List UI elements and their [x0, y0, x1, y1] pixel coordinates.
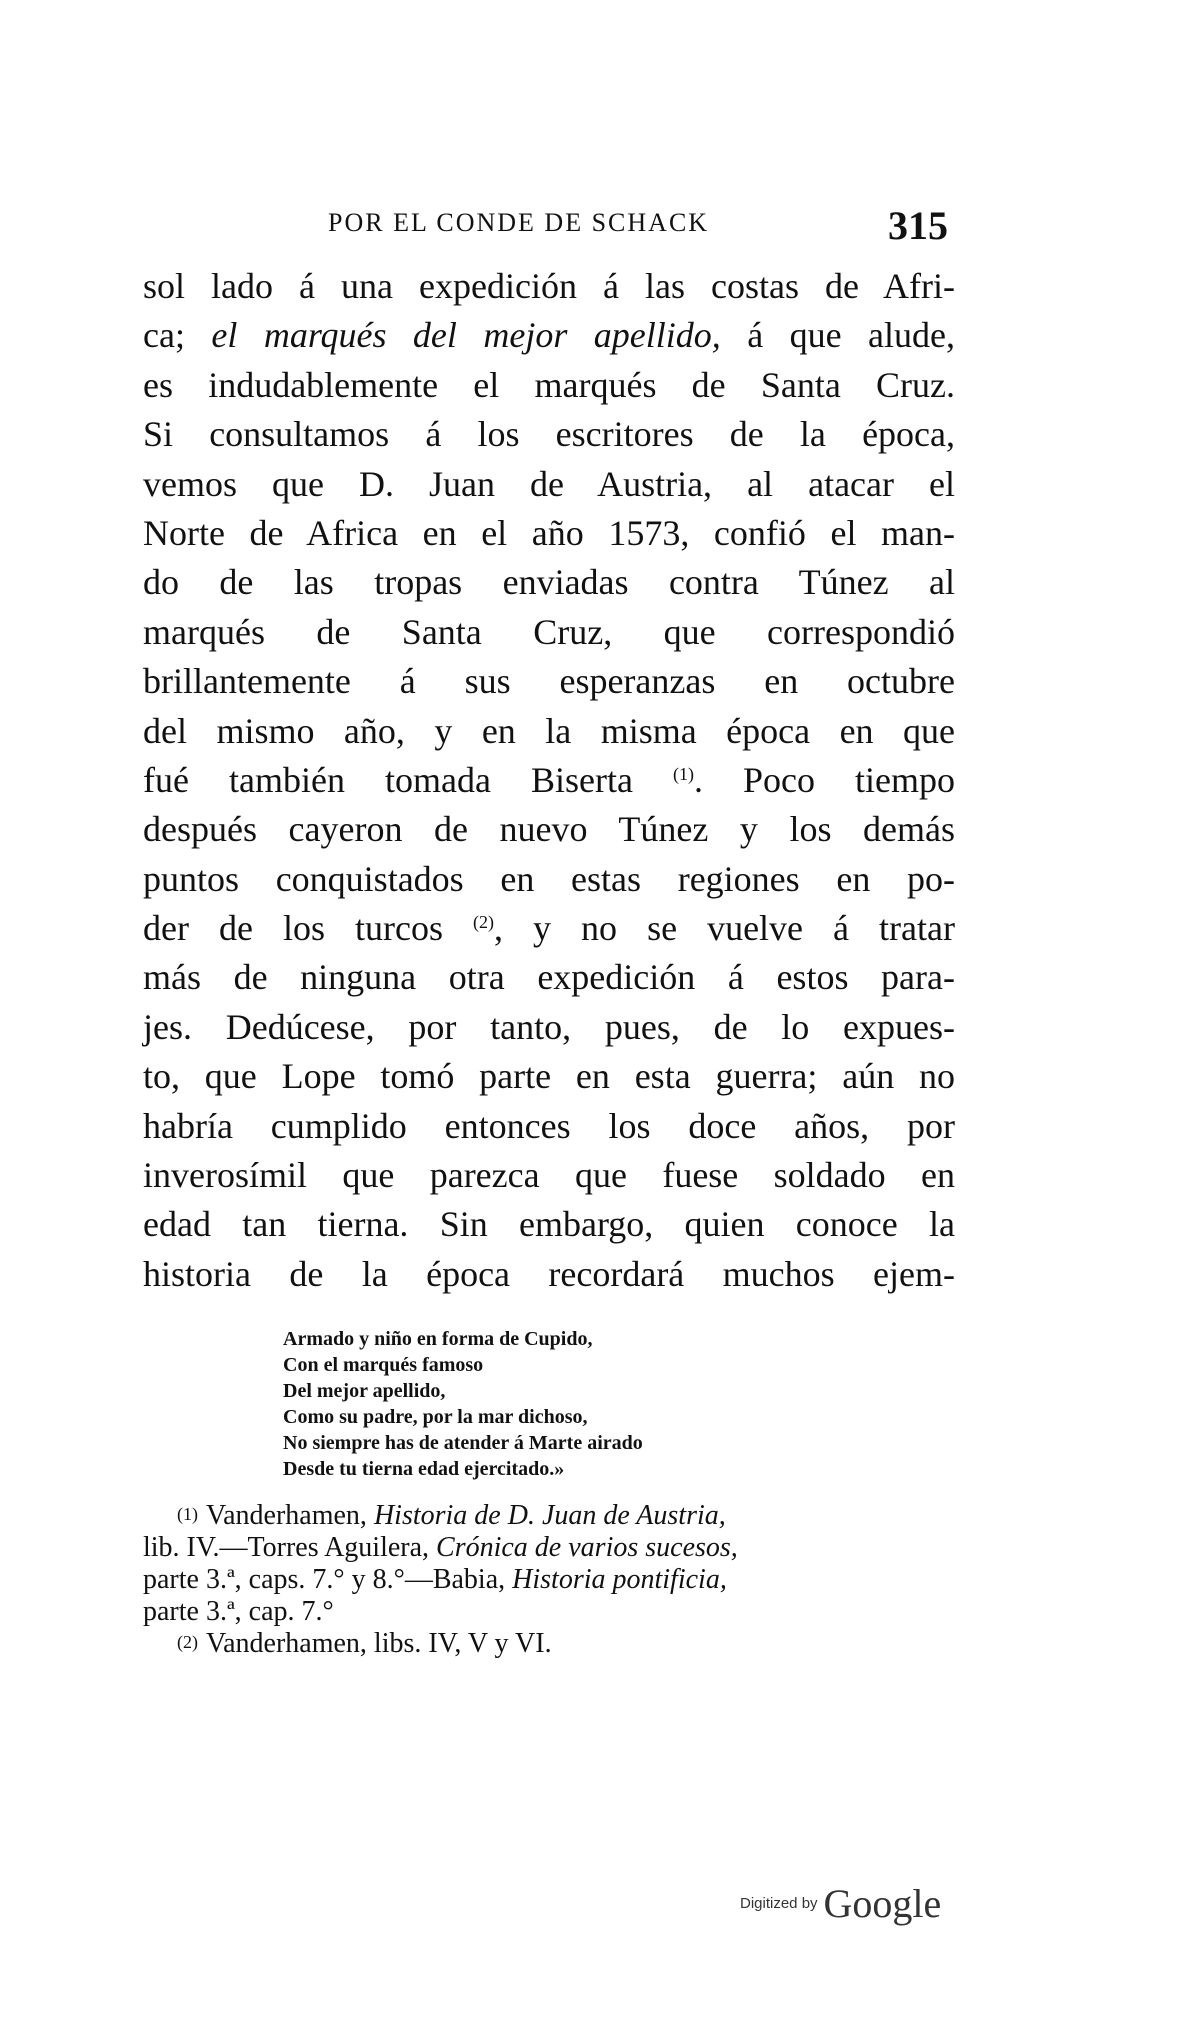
line-text: do de las tropas enviadas contra Túnez al	[143, 562, 955, 603]
body-line	[143, 558, 955, 607]
footnote-marker: (1)	[177, 1504, 198, 1524]
body-line	[143, 1003, 955, 1052]
line-text: edad tan tierna. Sin embargo, quien conoce la	[143, 1204, 955, 1245]
footnote-text: parte 3.ª, caps. 7.° y 8.°—Babia,	[143, 1564, 513, 1595]
line-text: fué también tomada Biserta	[143, 759, 673, 800]
footnote-1-line	[143, 1564, 983, 1596]
line-text: inverosímil que parezca que fuese soldado en	[143, 1155, 955, 1196]
line-text: , y no se vuelve á tratar	[494, 908, 955, 949]
line-text: más de ninguna otra expedición á estos para-	[143, 957, 955, 998]
footnote-text: Vanderhamen,	[206, 1500, 374, 1531]
body-line	[143, 904, 955, 953]
body-line	[143, 509, 955, 558]
verse-line: Desde tu tierna edad ejercitado.»	[283, 1458, 565, 1480]
body-line	[143, 1052, 955, 1101]
body-line	[143, 657, 955, 706]
body-line	[143, 1250, 955, 1299]
digitization-watermark	[740, 1880, 941, 1927]
verse-line: Como su padre, por la mar dichoso,	[283, 1406, 588, 1428]
body-line	[143, 410, 955, 459]
body-line	[143, 1102, 955, 1151]
body-line	[143, 1200, 955, 1249]
line-text: jes. Dedúcese, por tanto, pues, de lo expues-	[143, 1006, 955, 1047]
footnote-title: Historia de D. Juan de Austria,	[373, 1500, 726, 1531]
body-line	[143, 361, 955, 410]
line-text: del mismo año, y en la misma época en que	[143, 710, 955, 751]
body-line	[143, 460, 955, 509]
verse-line: Del mejor apellido,	[283, 1380, 446, 1402]
footnote-1-line	[143, 1500, 983, 1532]
italic-phrase: el marqués del mejor apellido,	[211, 315, 721, 356]
page-number: 315	[888, 203, 948, 248]
line-text: habría cumplido entonces los doce años, por	[143, 1105, 955, 1146]
body-line	[143, 608, 955, 657]
line-text: historia de la época recordará muchos ejem-	[143, 1253, 955, 1294]
body-line	[143, 311, 955, 360]
body-line	[143, 707, 955, 756]
footnote-1-line	[143, 1532, 983, 1564]
footnote-1-line	[143, 1596, 983, 1628]
line-text: ca;	[143, 315, 212, 356]
line-text: es indudablemente el marqués de Santa Cruz.	[143, 364, 955, 405]
body-line	[143, 805, 955, 854]
footnote-marker: (2)	[177, 1632, 198, 1652]
google-logo: Google	[823, 1881, 942, 1926]
footnotes	[143, 1500, 983, 1660]
footnote-2-line	[143, 1628, 983, 1660]
footnote-ref: (1)	[672, 763, 694, 784]
line-text: después cayeron de nuevo Túnez y los demás	[143, 809, 955, 850]
line-text: Norte de Africa en el año 1573, confió el man-	[143, 512, 955, 553]
footnote-ref: (2)	[473, 912, 495, 933]
watermark-prefix: Digitized by	[740, 1895, 818, 1912]
line-text: to, que Lope tomó parte en esta guerra; aún no	[143, 1056, 955, 1097]
line-text: Si consultamos á los escritores de la época,	[143, 414, 955, 455]
body-line	[143, 756, 955, 805]
running-head: POR EL CONDE DE SCHACK	[328, 208, 710, 237]
verse-line: No siempre has de atender á Marte airado	[283, 1432, 643, 1454]
body-line	[143, 953, 955, 1002]
footnote-title: Historia pontificia,	[512, 1564, 727, 1595]
line-text: marqués de Santa Cruz, que correspondió	[143, 611, 955, 652]
line-text: á que alude,	[720, 315, 955, 356]
footnote-text: parte 3.ª, cap. 7.°	[143, 1596, 334, 1627]
page-header	[0, 203, 1181, 248]
footnote-text: lib. IV.—Torres Aguilera,	[143, 1532, 437, 1563]
line-text: vemos que D. Juan de Austria, al atacar el	[143, 463, 955, 504]
line-text: brillantemente á sus esperanzas en octubre	[143, 661, 955, 702]
line-text: . Poco tiempo	[693, 759, 955, 800]
line-text: sol lado á una expedición á las costas de Afri-	[143, 266, 955, 306]
line-text: puntos conquistados en estas regiones en po-	[143, 858, 955, 899]
footnote-text: Vanderhamen, libs. IV, V y VI.	[206, 1628, 552, 1659]
verse-line: Con el marqués famoso	[283, 1354, 484, 1376]
footnote-title: Crónica de varios sucesos,	[436, 1532, 738, 1563]
line-text: der de los turcos	[143, 908, 474, 949]
body-line	[143, 1151, 955, 1200]
verse-line: Armado y niño en forma de Cupido,	[283, 1328, 593, 1350]
body-text	[143, 262, 955, 1299]
body-line	[143, 855, 955, 904]
body-line	[143, 262, 955, 311]
verse-quotation	[283, 1326, 883, 1482]
